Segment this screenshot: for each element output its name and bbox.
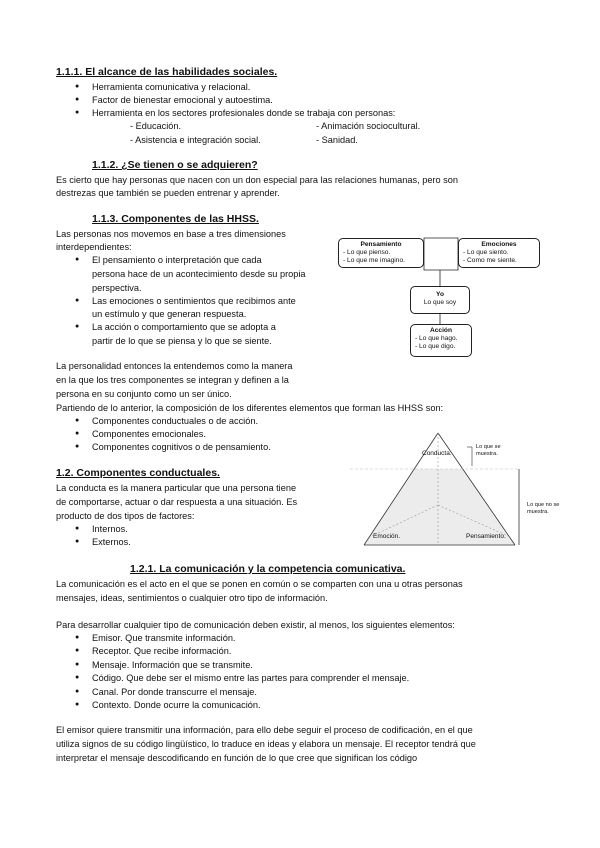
list-item: ● Herramienta comunicativa y relacional. xyxy=(92,81,250,93)
list-item: ● Mensaje. Información que se transmite. xyxy=(92,659,253,671)
pyramid-pensamiento: Pensamiento. xyxy=(466,533,506,540)
paragraph-line: El emisor quiere transmitir una información, para ello debe seguir el proceso de codificación, en el que xyxy=(56,725,473,735)
paragraph-line: producto de dos tipos de factores: xyxy=(56,511,195,521)
list-item: ● La acción o comportamiento que se adopta a xyxy=(92,321,276,333)
list-item-cont: un estímulo y que generan respuesta. xyxy=(92,309,247,319)
list-item: ● Internos. xyxy=(92,523,128,535)
emociones-line: - Lo que siento. xyxy=(463,249,509,256)
heading-1-1-3: 1.1.3. Componentes de las HHSS. xyxy=(92,213,259,225)
sector-item: - Educación. xyxy=(130,121,182,131)
paragraph-line: destrezas que también se pueden entrenar y aprender. xyxy=(56,188,280,198)
list-item: ● Emisor. Que transmite información. xyxy=(92,632,235,644)
list-item: ● El pensamiento o interpretación que cada xyxy=(92,254,262,266)
list-item: ● Componentes conductuales o de acción. xyxy=(92,415,258,427)
pyramid-emocion: Emoción. xyxy=(373,533,401,540)
paragraph-line: en la que los tres componentes se integran y definen a la xyxy=(56,375,289,385)
pensamiento-line: - Lo que me imagino. xyxy=(343,257,405,264)
heading-1-1-1: 1.1.1. El alcance de las habilidades sociales. xyxy=(56,66,278,78)
paragraph-line: La conducta es la manera particular que una persona tiene xyxy=(56,483,297,493)
pyramid-conducta: Conducta. xyxy=(422,450,452,457)
paragraph-line: Para desarrollar cualquier tipo de comunicación deben existir, al menos, los siguientes elementos: xyxy=(56,620,455,630)
paragraph-line: interpretar el mensaje descodificando en función de lo que cree que significan los código xyxy=(56,753,418,763)
paragraph-line: Partiendo de lo anterior, la composición de los diferentes elementos que forman las HHSS son: xyxy=(56,403,444,413)
note-shown: Lo que se xyxy=(476,444,501,450)
paragraph-line: interdependientes: xyxy=(56,242,132,252)
sector-item: - Animación sociocultural. xyxy=(316,121,421,131)
list-item: ● Canal. Por donde transcurre el mensaje. xyxy=(92,686,257,698)
yo-sub: Lo que soy xyxy=(423,299,457,306)
pensamiento-line: - Lo que pienso. xyxy=(343,249,391,256)
accion-title: Acción xyxy=(430,327,452,334)
emociones-line: - Como me siente. xyxy=(463,257,517,264)
accion-line: - Lo que hago. xyxy=(415,335,458,342)
sector-item: - Asistencia e integración social. xyxy=(130,135,261,145)
paragraph-line: mensajes, ideas, sentimientos o cualquier otro tipo de información. xyxy=(56,593,328,603)
note-hidden: muestra. xyxy=(527,509,549,515)
list-item: ● Las emociones o sentimientos que recibimos ante xyxy=(92,295,296,307)
paragraph-line: La personalidad entonces la entendemos como la manera xyxy=(56,361,293,371)
sector-item: - Sanidad. xyxy=(316,135,358,145)
note-hidden: Lo que no se xyxy=(527,502,560,508)
paragraph-line: utiliza signos de su código lingüístico, lo traduce en ideas y elabora un mensaje. El receptor tendrá que xyxy=(56,739,476,749)
paragraph-line: de comportarse, actuar o dar respuesta a una situación. Es xyxy=(56,497,298,507)
emociones-title: Emociones xyxy=(481,241,517,248)
paragraph-line: persona en su conjunto como un ser único. xyxy=(56,389,232,399)
paragraph-line: Es cierto que hay personas que nacen con un don especial para las relaciones humanas, pero son xyxy=(56,175,458,185)
list-item: ● Externos. xyxy=(92,536,131,548)
list-item: ● Componentes cognitivos o de pensamiento. xyxy=(92,441,271,453)
heading-1-2-1: 1.2.1. La comunicación y la competencia comunicativa. xyxy=(130,563,406,575)
heading-1-1-2: 1.1.2. ¿Se tienen o se adquieren? xyxy=(92,159,258,171)
paragraph-line: La comunicación es el acto en el que se ponen en común o se comparten con una u otras personas xyxy=(56,579,463,589)
list-item: ● Herramienta en los sectores profesionales donde se trabaja con personas: xyxy=(92,107,395,119)
list-item: ● Componentes emocionales. xyxy=(92,428,206,440)
pensamiento-title: Pensamiento xyxy=(360,241,402,248)
note-shown: muestra. xyxy=(476,451,498,457)
list-item: ● Contexto. Donde ocurre la comunicación. xyxy=(92,699,261,711)
list-item: ● Receptor. Que recibe información. xyxy=(92,645,231,657)
yo-title: Yo xyxy=(436,291,444,298)
list-item-cont: persona hace de un acontecimiento desde su propia xyxy=(92,269,306,279)
list-item: ● Código. Que debe ser el mismo entre las partes para comprender el mensaje. xyxy=(92,672,409,684)
list-item-cont: partir de lo que se piensa y lo que se siente. xyxy=(92,336,272,346)
list-item-cont: perspectiva. xyxy=(92,283,142,293)
paragraph-line: Las personas nos movemos en base a tres dimensiones xyxy=(56,229,286,239)
accion-line: - Lo que digo. xyxy=(415,343,456,350)
list-item: ● Factor de bienestar emocional y autoestima. xyxy=(92,94,273,106)
heading-1-2: 1.2. Componentes conductuales. xyxy=(56,467,220,479)
